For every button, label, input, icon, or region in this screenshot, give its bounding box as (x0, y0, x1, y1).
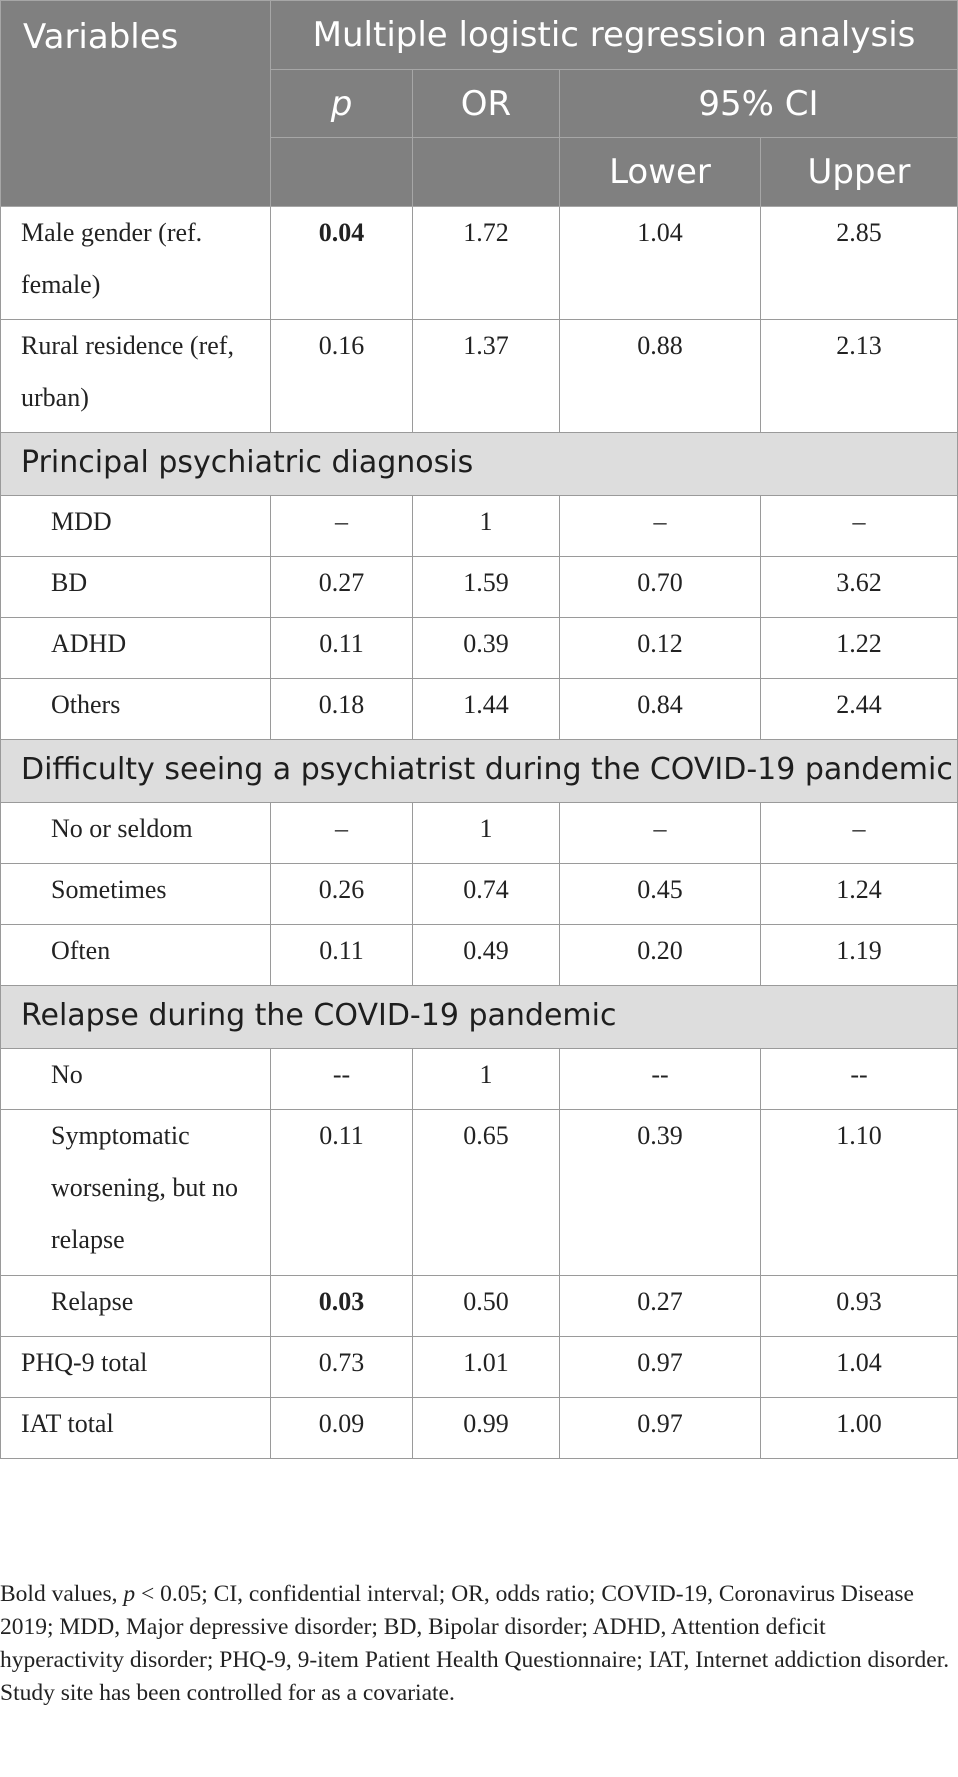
cell-upper: 1.10 (761, 1110, 958, 1276)
cell-lower: 0.97 (560, 1337, 761, 1398)
cell-or: 1 (413, 1049, 560, 1110)
header-ci: 95% CI (560, 70, 958, 138)
row-label: Rural residence (ref, urban) (1, 320, 271, 433)
cell-or: 1.72 (413, 207, 560, 320)
footnote-rest: < 0.05; CI, confidential interval; OR, odds ratio; COVID-19, Coronavirus Disease 2019; MDD, Major depressive disorder; BD, Bipolar disorder; ADHD, Attention deficit hyperactivity disorder; PHQ-9, 9-item Patient Health Questionnaire; IAT, Internet addiction disorder. Study site has been controlled for as a covariate. (0, 1581, 950, 1706)
header-blank-p (271, 138, 413, 207)
row-label: BD (1, 557, 271, 618)
cell-upper: 2.44 (761, 679, 958, 740)
cell-lower: 1.04 (560, 207, 761, 320)
row-label: MDD (1, 496, 271, 557)
cell-upper: – (761, 803, 958, 864)
cell-or: 1 (413, 496, 560, 557)
cell-lower: – (560, 803, 761, 864)
header-variables: Variables (1, 1, 271, 207)
section-row (1, 986, 958, 1049)
cell-p: – (271, 803, 413, 864)
cell-lower: 0.84 (560, 679, 761, 740)
cell-p: 0.09 (271, 1398, 413, 1459)
cell-lower: 0.88 (560, 320, 761, 433)
row-label: IAT total (1, 1398, 271, 1459)
row-label: Sometimes (1, 864, 271, 925)
section-row (1, 433, 958, 496)
section-title: Difficulty seeing a psychiatrist during the COVID-19 pandemic (1, 740, 958, 803)
cell-lower: – (560, 496, 761, 557)
cell-lower: 0.12 (560, 618, 761, 679)
cell-or: 0.50 (413, 1276, 560, 1337)
row-label: Male gender (ref. female) (1, 207, 271, 320)
table-body (1, 207, 958, 1459)
cell-upper: – (761, 496, 958, 557)
cell-upper: 3.62 (761, 557, 958, 618)
cell-p: 0.18 (271, 679, 413, 740)
row-label: No (1, 1049, 271, 1110)
cell-or: 0.99 (413, 1398, 560, 1459)
cell-p: 0.11 (271, 925, 413, 986)
cell-lower: 0.20 (560, 925, 761, 986)
cell-upper: 2.85 (761, 207, 958, 320)
cell-lower: 0.45 (560, 864, 761, 925)
row-label: Symptomatic worsening, but no relapse (1, 1110, 271, 1276)
table-row (1, 1398, 958, 1459)
header-p: p (271, 70, 413, 138)
cell-upper: 1.00 (761, 1398, 958, 1459)
table-row (1, 925, 958, 986)
row-label: No or seldom (1, 803, 271, 864)
cell-upper: 1.22 (761, 618, 958, 679)
cell-or: 1.59 (413, 557, 560, 618)
footnote-lead: Bold values, (0, 1581, 124, 1607)
cell-p: -- (271, 1049, 413, 1110)
cell-p: – (271, 496, 413, 557)
cell-lower: 0.70 (560, 557, 761, 618)
cell-or: 1 (413, 803, 560, 864)
header-or: OR (413, 70, 560, 138)
table-row (1, 803, 958, 864)
cell-upper: 1.24 (761, 864, 958, 925)
row-label: ADHD (1, 618, 271, 679)
cell-upper: 1.04 (761, 1337, 958, 1398)
table-row (1, 1049, 958, 1110)
cell-lower: 0.39 (560, 1110, 761, 1276)
footnote-p: p (123, 1581, 136, 1607)
cell-upper: -- (761, 1049, 958, 1110)
header-lower: Lower (560, 138, 761, 207)
table-row (1, 618, 958, 679)
cell-p: 0.16 (271, 320, 413, 433)
cell-p: 0.27 (271, 557, 413, 618)
cell-p: 0.11 (271, 618, 413, 679)
cell-or: 0.49 (413, 925, 560, 986)
cell-lower: -- (560, 1049, 761, 1110)
table-row (1, 1337, 958, 1398)
cell-p: 0.03 (271, 1276, 413, 1337)
row-label: Relapse (1, 1276, 271, 1337)
cell-or: 1.44 (413, 679, 560, 740)
table-row (1, 864, 958, 925)
table-footnote (0, 1578, 954, 1710)
cell-upper: 2.13 (761, 320, 958, 433)
cell-lower: 0.27 (560, 1276, 761, 1337)
section-row (1, 740, 958, 803)
header-analysis: Multiple logistic regression analysis (271, 1, 958, 70)
table-row (1, 320, 958, 433)
cell-lower: 0.97 (560, 1398, 761, 1459)
section-title: Principal psychiatric diagnosis (1, 433, 958, 496)
cell-or: 1.01 (413, 1337, 560, 1398)
table-row (1, 679, 958, 740)
table-row (1, 207, 958, 320)
cell-p: 0.26 (271, 864, 413, 925)
header-blank-or (413, 138, 560, 207)
cell-upper: 0.93 (761, 1276, 958, 1337)
table-header (1, 1, 958, 207)
cell-or: 0.65 (413, 1110, 560, 1276)
section-title: Relapse during the COVID-19 pandemic (1, 986, 958, 1049)
cell-p: 0.73 (271, 1337, 413, 1398)
table-row (1, 1276, 958, 1337)
table-row (1, 1110, 958, 1276)
cell-upper: 1.19 (761, 925, 958, 986)
row-label: Often (1, 925, 271, 986)
row-label: Others (1, 679, 271, 740)
cell-or: 0.74 (413, 864, 560, 925)
table-row (1, 496, 958, 557)
cell-or: 1.37 (413, 320, 560, 433)
table-row (1, 557, 958, 618)
cell-or: 0.39 (413, 618, 560, 679)
cell-p: 0.04 (271, 207, 413, 320)
row-label: PHQ-9 total (1, 1337, 271, 1398)
header-upper: Upper (761, 138, 958, 207)
cell-p: 0.11 (271, 1110, 413, 1276)
